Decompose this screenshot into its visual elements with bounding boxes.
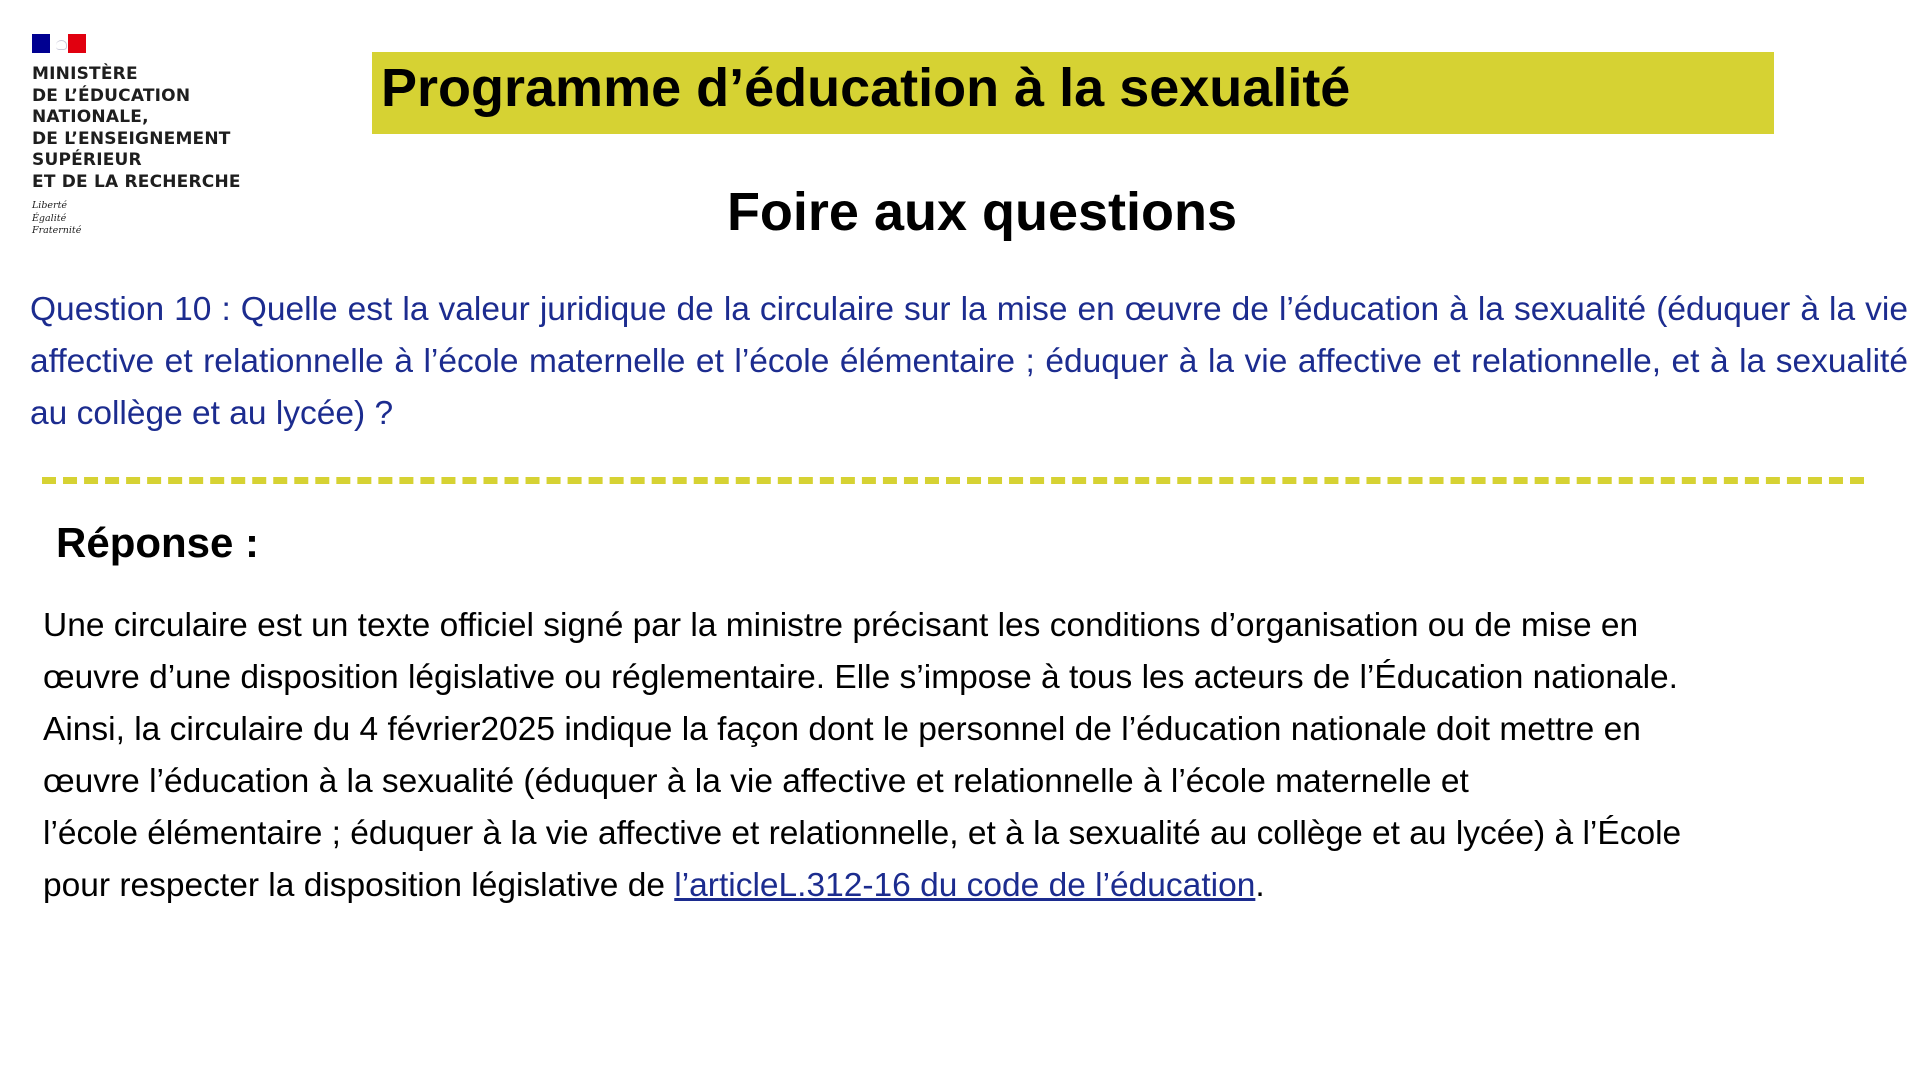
- french-flag-icon: [32, 34, 86, 53]
- ministry-name-line: ET DE LA RECHERCHE: [32, 171, 241, 192]
- answer-body: [43, 600, 1893, 912]
- answer-line: l’école élémentaire ; éduquer à la vie affective et relationnelle, et à la sexualité au collège et au lycée) à l’École: [43, 815, 1682, 852]
- motto-line: Fraternité: [32, 225, 82, 236]
- question-text: Question 10 : Quelle est la valeur juridique de la circulaire sur la mise en œuvre de l’éducation à la sexualité (éduquer à la vie affective et relationnelle à l’école maternelle et l’école élémentaire ; éduquer à la vie affective et relationnelle, et à la sexualité au collège et au lycée) ?: [30, 291, 1908, 432]
- answer-heading: Réponse :: [56, 519, 260, 566]
- answer-line: Ainsi, la circulaire du 4 février2025 indique la façon dont le personnel de l’éducation nationale doit mettre en: [43, 711, 1641, 748]
- motto-line: Liberté: [32, 200, 68, 211]
- answer-line-prefix: pour respecter la disposition législative de: [43, 867, 675, 904]
- answer-line-suffix: .: [1255, 867, 1265, 904]
- ministry-name-line: SUPÉRIEUR: [32, 150, 142, 170]
- education-code-article-link[interactable]: l’articleL.312-16 du code de l’éducation: [674, 867, 1256, 904]
- ministry-name-line: DE L’ÉDUCATION: [32, 85, 191, 106]
- dashed-separator: [42, 477, 1864, 484]
- ministry-name-line: DE L’ENSEIGNEMENT: [32, 128, 231, 149]
- answer-line: œuvre d’une disposition législative ou réglementaire. Elle s’impose à tous les acteurs de l’Éducation nationale.: [43, 659, 1678, 696]
- answer-last-line: [43, 860, 1893, 912]
- answer-line: Une circulaire est un texte officiel signé par la ministre précisant les conditions d’organisation ou de mise en: [43, 607, 1639, 644]
- page-subtitle: Foire aux questions: [726, 182, 1238, 242]
- ministry-name-line: MINISTÈRE: [32, 64, 138, 84]
- ministry-name: [32, 64, 272, 193]
- title-banner: [372, 52, 1774, 134]
- page-title: Programme d’éducation à la sexualité: [381, 58, 1351, 118]
- answer-line: œuvre l’éducation à la sexualité (éduquer à la vie affective et relationnelle à l’école maternelle et: [43, 763, 1469, 800]
- ministry-name-line: NATIONALE,: [32, 107, 149, 127]
- motto-line: Égalité: [32, 212, 67, 224]
